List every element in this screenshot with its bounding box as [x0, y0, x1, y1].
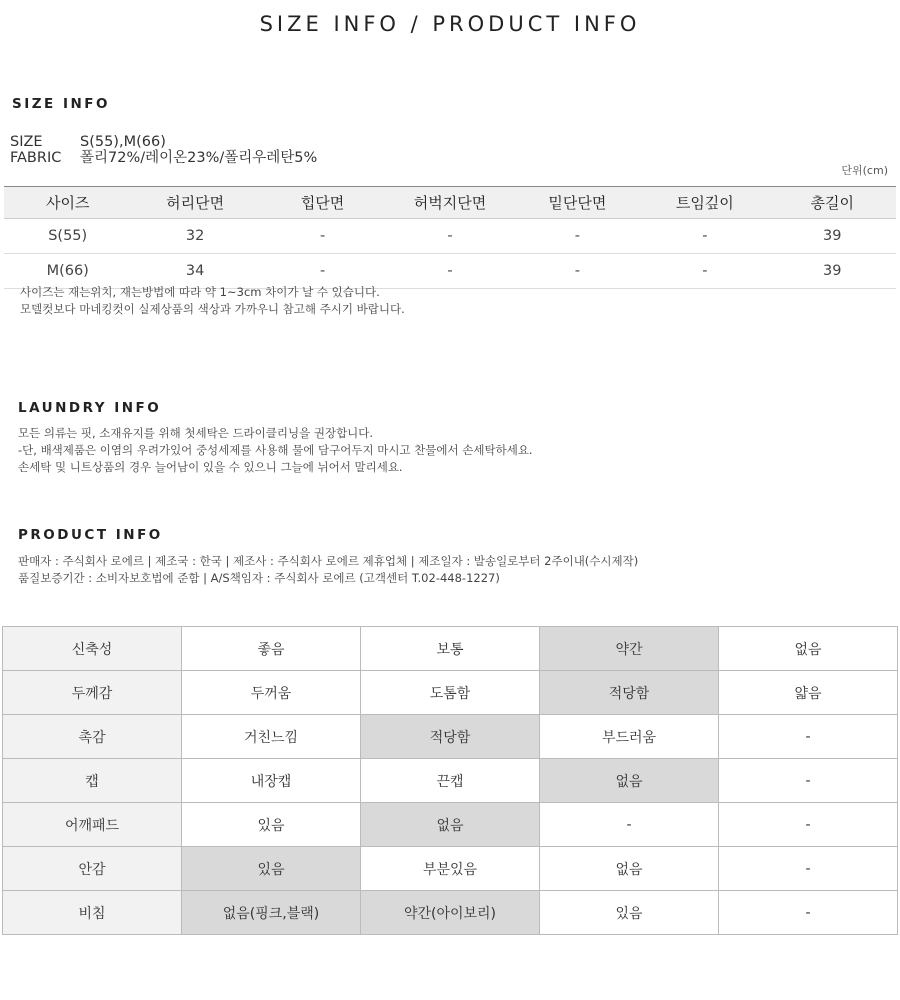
property-option: 있음 — [182, 847, 361, 891]
property-option: 없음 — [719, 627, 898, 671]
property-grid — [2, 626, 898, 935]
property-row — [3, 627, 898, 671]
size-spec — [10, 134, 166, 151]
table-cell: - — [514, 219, 641, 254]
property-label: 신축성 — [3, 627, 182, 671]
table-cell: M(66) — [4, 254, 131, 289]
column-header: 허벅지단면 — [386, 187, 513, 219]
property-option: 없음 — [540, 759, 719, 803]
property-option: 좋음 — [182, 627, 361, 671]
column-header: 총길이 — [769, 187, 896, 219]
size-info-heading: SIZE INFO — [12, 96, 110, 112]
laundry-line: 손세탁 및 니트상품의 경우 늘어남이 있을 수 있으니 그늘에 뉘어서 말리세요. — [18, 460, 403, 474]
laundry-notes — [18, 425, 533, 476]
property-option: 적당함 — [540, 671, 719, 715]
property-option: 내장캡 — [182, 759, 361, 803]
table-row — [4, 219, 896, 254]
property-option: - — [540, 803, 719, 847]
laundry-line: -단, 배색제품은 이염의 우려가있어 중성세제를 사용해 물에 담구어두지 마시고 찬물에서 손세탁하세요. — [18, 443, 533, 457]
table-cell: - — [641, 219, 768, 254]
property-option: 부드러움 — [540, 715, 719, 759]
table-cell: 39 — [769, 254, 896, 289]
property-option: 부분있음 — [361, 847, 540, 891]
size-notes — [20, 284, 405, 318]
unit-label: 단위(cm) — [841, 164, 888, 177]
table-cell: - — [386, 254, 513, 289]
property-option: - — [719, 803, 898, 847]
property-option: 없음 — [361, 803, 540, 847]
property-option: 얇음 — [719, 671, 898, 715]
size-label: SIZE — [10, 134, 43, 150]
property-row — [3, 803, 898, 847]
property-option: 거친느낌 — [182, 715, 361, 759]
laundry-info-heading: LAUNDRY INFO — [18, 400, 162, 416]
property-option: 도톰함 — [361, 671, 540, 715]
property-option: 끈캡 — [361, 759, 540, 803]
column-header: 트임깊이 — [641, 187, 768, 219]
size-value: S(55),M(66) — [80, 134, 166, 150]
table-cell: - — [514, 254, 641, 289]
property-option: 보통 — [361, 627, 540, 671]
property-option: - — [719, 759, 898, 803]
property-option: 약간 — [540, 627, 719, 671]
product-info-heading: PRODUCT INFO — [18, 527, 163, 543]
table-cell: 32 — [131, 219, 258, 254]
table-cell: - — [259, 254, 386, 289]
column-header: 허리단면 — [131, 187, 258, 219]
column-header: 밑단단면 — [514, 187, 641, 219]
size-note: 사이즈는 재는위치, 재는방법에 따라 약 1~3cm 차이가 날 수 있습니다. — [20, 285, 380, 299]
size-table-header — [4, 187, 896, 219]
property-label: 촉감 — [3, 715, 182, 759]
table-cell: - — [386, 219, 513, 254]
size-table — [4, 186, 896, 289]
page-title: SIZE INFO / PRODUCT INFO — [259, 12, 641, 36]
property-option: - — [719, 891, 898, 935]
table-cell: S(55) — [4, 219, 131, 254]
property-option: 없음(핑크,블랙) — [182, 891, 361, 935]
column-header: 사이즈 — [4, 187, 131, 219]
property-label: 두께감 — [3, 671, 182, 715]
property-label: 비침 — [3, 891, 182, 935]
property-row — [3, 759, 898, 803]
property-row — [3, 847, 898, 891]
fabric-value: 폴리72%/레이온23%/폴리우레탄5% — [80, 150, 318, 166]
property-option: 적당함 — [361, 715, 540, 759]
property-row — [3, 715, 898, 759]
column-header: 힙단면 — [259, 187, 386, 219]
table-cell: - — [641, 254, 768, 289]
property-label: 안감 — [3, 847, 182, 891]
property-option: 약간(아이보리) — [361, 891, 540, 935]
property-option: - — [719, 847, 898, 891]
property-option: 있음 — [182, 803, 361, 847]
property-option: 있음 — [540, 891, 719, 935]
fabric-spec — [10, 150, 317, 167]
table-cell: - — [259, 219, 386, 254]
product-notes — [18, 553, 638, 587]
property-option: - — [719, 715, 898, 759]
property-option: 두꺼움 — [182, 671, 361, 715]
property-option: 없음 — [540, 847, 719, 891]
table-cell: 39 — [769, 219, 896, 254]
property-row — [3, 891, 898, 935]
size-note: 모델컷보다 마네킹컷이 실제상품의 색상과 가까우니 참고해 주시기 바랍니다. — [20, 302, 405, 316]
property-label: 어깨패드 — [3, 803, 182, 847]
product-line: 품질보증기간 : 소비자보호법에 준함 | A/S책임자 : 주식회사 로에르 (고객센터 T.02-448-1227) — [18, 571, 500, 585]
property-label: 캡 — [3, 759, 182, 803]
property-row — [3, 671, 898, 715]
table-cell: 34 — [131, 254, 258, 289]
laundry-line: 모든 의류는 핏, 소재유지를 위해 첫세탁은 드라이클리닝을 권장합니다. — [18, 426, 374, 440]
product-line: 판매자 : 주식회사 로에르 | 제조국 : 한국 | 제조사 : 주식회사 로에르 제휴업체 | 제조일자 : 발송일로부터 2주이내(수시제작) — [18, 554, 639, 568]
fabric-label: FABRIC — [10, 150, 62, 166]
